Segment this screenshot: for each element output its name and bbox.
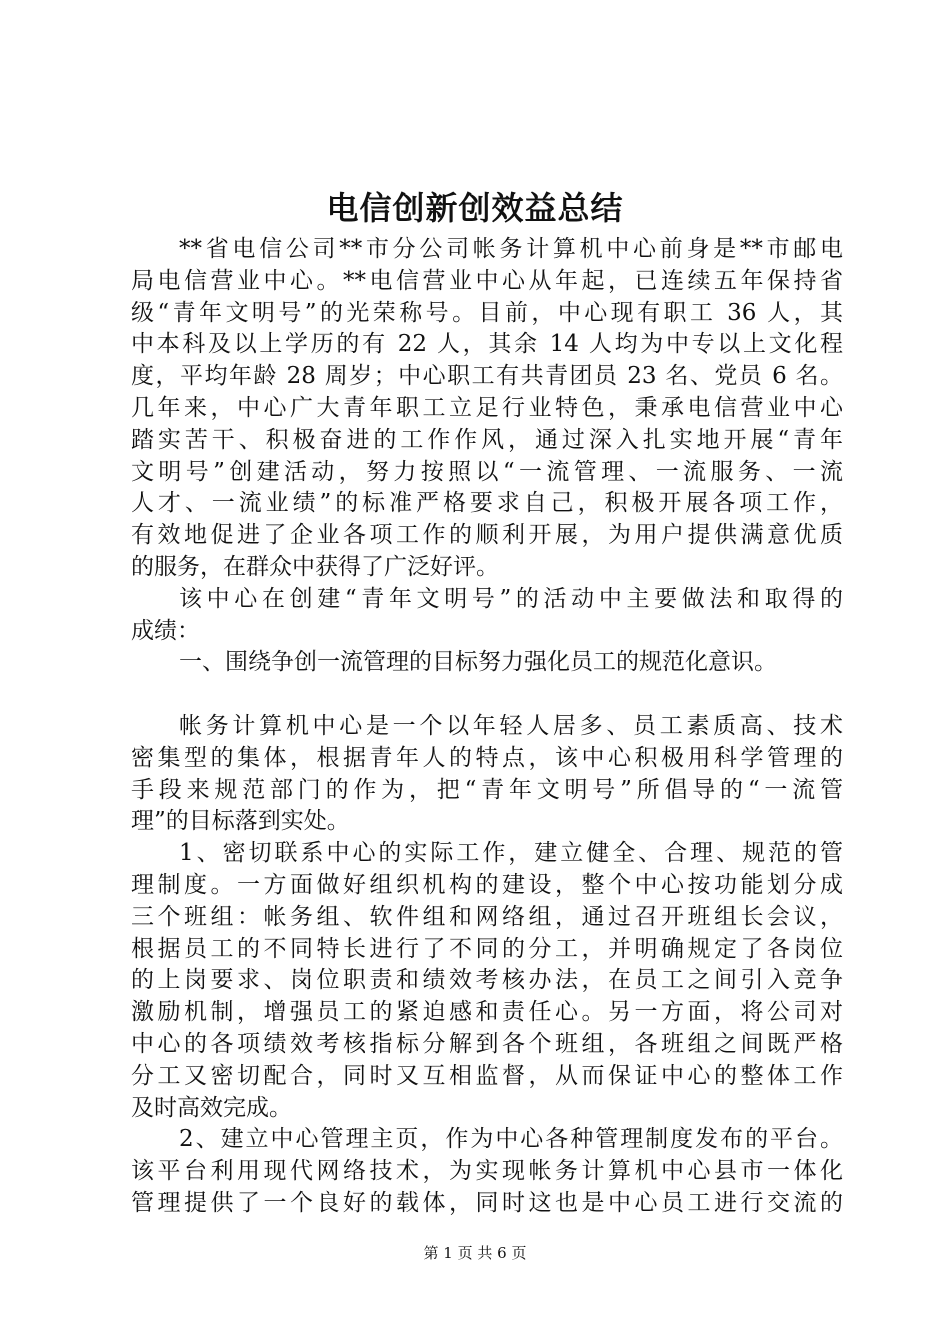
text-line: 文明号”创建活动，努力按照以“一流管理、一流服务、一流 bbox=[131, 458, 843, 485]
text-line: 理”的目标落到实处。 bbox=[131, 808, 350, 835]
text-line: 密集型的集体，根据青年人的特点，该中心积极用科学管理的 bbox=[131, 744, 843, 771]
document-body bbox=[131, 234, 843, 1220]
text-line: 局电信营业中心。**电信营业中心从年起，已连续五年保持省 bbox=[131, 267, 843, 294]
blank-line bbox=[131, 679, 843, 711]
text-line: 的上岗要求、岗位职责和绩效考核办法，在员工之间引入竞争 bbox=[131, 967, 843, 994]
text-line: 管理提供了一个良好的载体，同时这也是中心员工进行交流的 bbox=[131, 1189, 843, 1216]
text-line: 度，平均年龄 28 周岁；中心职工有共青团员 23 名、党员 6 名。 bbox=[131, 363, 843, 390]
page-number: 第 1 页 共 6 页 bbox=[423, 1244, 527, 1262]
text-line: 踏实苦干、积极奋进的工作作风，通过深入扎实地开展“青年 bbox=[131, 426, 843, 453]
text-line: 有效地促进了企业各项工作的顺利开展，为用户提供满意优质 bbox=[131, 522, 843, 549]
text-line: 及时高效完成。 bbox=[131, 1094, 292, 1121]
text-line: 分工又密切配合，同时又互相监督，从而保证中心的整体工作 bbox=[131, 1062, 843, 1089]
text-line: 级“青年文明号”的光荣称号。目前，中心现有职工 36 人，其 bbox=[131, 299, 843, 326]
text-line: 根据员工的不同特长进行了不同的分工，并明确规定了各岗位 bbox=[131, 935, 843, 962]
text-line: 理制度。一方面做好组织机构的建设，整个中心按功能划分成 bbox=[131, 871, 843, 898]
text-line: 三个班组：帐务组、软件组和网络组，通过召开班组长会议， bbox=[131, 903, 843, 930]
text-line: 成绩： bbox=[131, 617, 200, 644]
document-title: 电信创新创效益总结 bbox=[326, 189, 624, 227]
text-line: 该平台利用现代网络技术，为实现帐务计算机中心县市一体化 bbox=[131, 1158, 843, 1185]
text-line: 的服务，在群众中获得了广泛好评。 bbox=[131, 553, 499, 580]
text-line: 手段来规范部门的作为，把“青年文明号”所倡导的“一流管 bbox=[131, 776, 843, 803]
text-line: 1、密切联系中心的实际工作，建立健全、合理、规范的管 bbox=[179, 840, 843, 867]
text-line: 中本科及以上学历的有 22 人，其余 14 人均为中专以上文化程 bbox=[131, 331, 843, 358]
text-line: 激励机制，增强员工的紧迫感和责任心。另一方面，将公司对 bbox=[131, 999, 843, 1026]
text-line: **省电信公司**市分公司帐务计算机中心前身是**市邮电 bbox=[179, 236, 843, 262]
text-line: 几年来，中心广大青年职工立足行业特色，秉承电信营业中心 bbox=[131, 394, 843, 421]
section-heading: 一、围绕争创一流管理的目标努力强化员工的规范化意识。 bbox=[179, 649, 777, 676]
text-line: 2、建立中心管理主页，作为中心各种管理制度发布的平台。 bbox=[179, 1126, 843, 1153]
text-line: 帐务计算机中心是一个以年轻人居多、员工素质高、技术 bbox=[179, 712, 843, 739]
text-line: 该中心在创建“青年文明号”的活动中主要做法和取得的 bbox=[179, 585, 843, 612]
text-line: 中心的各项绩效考核指标分解到各个班组，各班组之间既严格 bbox=[131, 1030, 843, 1057]
text-line: 人才、一流业绩”的标准严格要求自己，积极开展各项工作， bbox=[131, 490, 843, 517]
